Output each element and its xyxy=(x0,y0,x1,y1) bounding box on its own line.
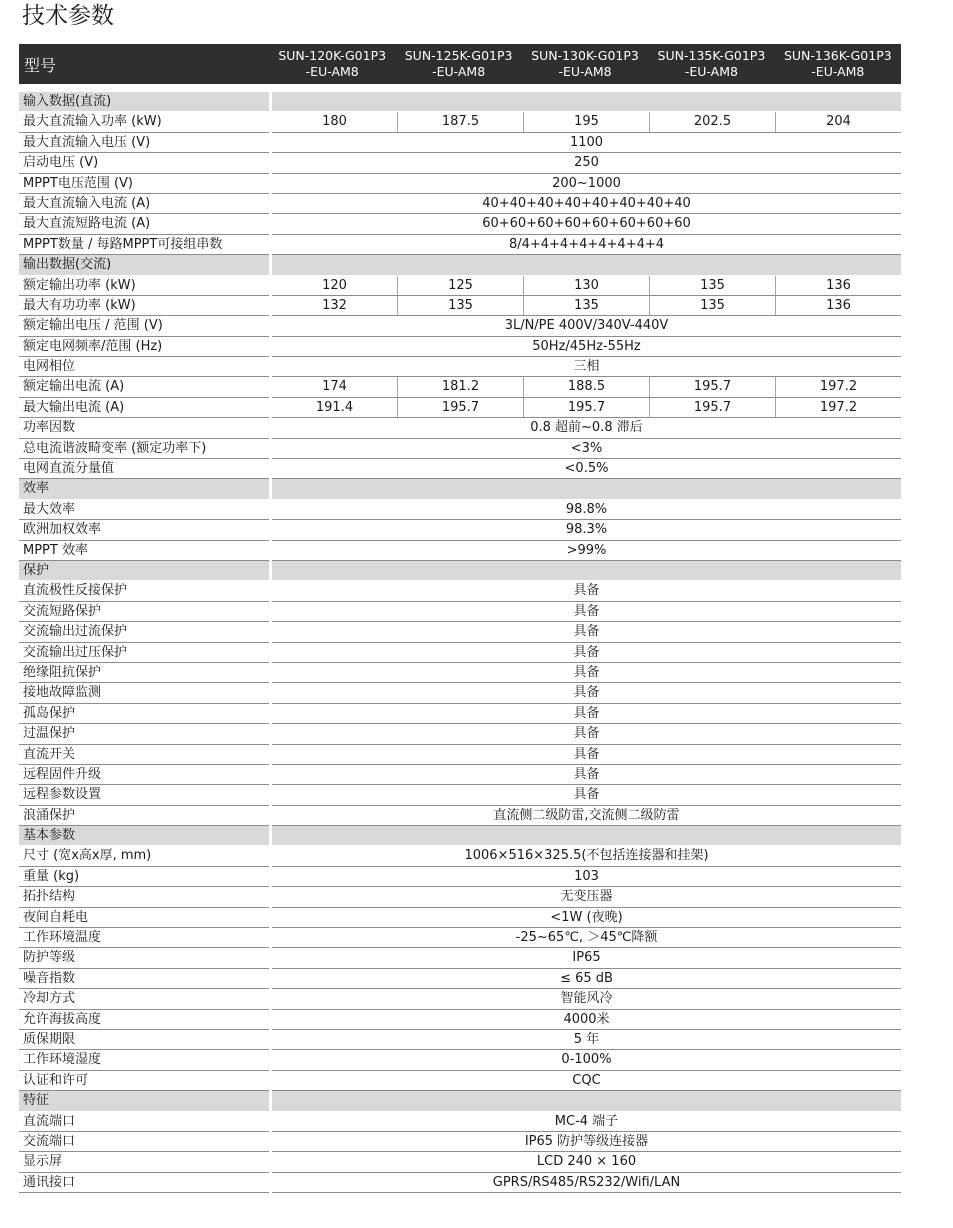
spec-label: 最大直流输入电流 (A) xyxy=(19,194,269,214)
spec-label: 工作环境温度 xyxy=(19,928,269,948)
spec-value: CQC xyxy=(572,1072,601,1088)
section-title: 保护 xyxy=(19,561,269,581)
spec-values xyxy=(272,581,901,601)
spec-row xyxy=(19,500,901,520)
spec-values xyxy=(272,561,901,581)
spec-value: 无变压器 xyxy=(560,889,613,905)
section-header-row xyxy=(19,92,901,112)
spec-values xyxy=(272,276,901,296)
spec-value: 204 xyxy=(775,112,901,131)
spec-values xyxy=(272,1173,901,1193)
spec-value: 195.7 xyxy=(649,398,775,417)
spec-values xyxy=(272,337,901,357)
spec-row xyxy=(19,643,901,663)
spec-values xyxy=(272,520,901,540)
spec-row xyxy=(19,704,901,724)
spec-values xyxy=(272,194,901,214)
spec-label: 启动电压 (V) xyxy=(19,153,269,173)
spec-row xyxy=(19,1112,901,1132)
spec-value: 136 xyxy=(775,276,901,295)
model-name: SUN-136K-G01P3 xyxy=(783,48,892,63)
spec-label: 重量 (kg) xyxy=(19,867,269,887)
spec-label: 远程固件升级 xyxy=(19,765,269,785)
spec-row xyxy=(19,928,901,948)
spec-label: 最大直流输入功率 (kW) xyxy=(19,112,269,132)
spec-value: -25~65℃, ＞45℃降额 xyxy=(515,930,658,946)
spec-values xyxy=(272,704,901,724)
spec-value: 智能风冷 xyxy=(560,991,613,1007)
spec-label: 电网相位 xyxy=(19,357,269,377)
spec-values xyxy=(272,1091,901,1111)
spec-value: 具备 xyxy=(573,583,600,599)
spec-label: 交流端口 xyxy=(19,1132,269,1152)
section-header-row xyxy=(19,479,901,499)
spec-row xyxy=(19,133,901,153)
spec-label: 交流短路保护 xyxy=(19,602,269,622)
spec-values xyxy=(272,316,901,336)
spec-label: 浪涌保护 xyxy=(19,806,269,826)
spec-row xyxy=(19,235,901,255)
spec-label: 显示屏 xyxy=(19,1152,269,1172)
spec-value: 具备 xyxy=(573,685,600,701)
spec-row xyxy=(19,806,901,826)
spec-value: 195.7 xyxy=(523,398,649,417)
spec-value: 4000米 xyxy=(563,1011,610,1027)
spec-row xyxy=(19,622,901,642)
spec-value: <3% xyxy=(570,440,603,456)
spec-value: 1100 xyxy=(569,134,604,150)
spec-values xyxy=(272,357,901,377)
spec-value: 135 xyxy=(523,296,649,315)
table-header xyxy=(19,44,901,84)
spec-label: 孤岛保护 xyxy=(19,704,269,724)
spec-values xyxy=(272,153,901,173)
spec-label: 允许海拔高度 xyxy=(19,1010,269,1030)
spec-row xyxy=(19,439,901,459)
spec-value: 195.7 xyxy=(649,377,775,396)
spec-values xyxy=(272,826,901,846)
spec-value: IP65 xyxy=(572,950,601,966)
spec-value: 103 xyxy=(574,868,599,884)
spec-values xyxy=(272,908,901,928)
header-model-col xyxy=(775,44,901,84)
spec-table xyxy=(19,44,901,1193)
spec-label: 直流极性反接保护 xyxy=(19,581,269,601)
section-header-row xyxy=(19,255,901,275)
spec-values xyxy=(272,1152,901,1172)
spec-value: 174 xyxy=(322,379,347,395)
spec-values xyxy=(272,928,901,948)
spec-values xyxy=(272,989,901,1009)
spec-values xyxy=(272,1071,901,1091)
spec-value: IP65 防护等级连接器 xyxy=(524,1133,649,1149)
spec-row xyxy=(19,174,901,194)
spec-values xyxy=(272,846,901,866)
spec-label: 功率因数 xyxy=(19,418,269,438)
section-title: 输入数据(直流) xyxy=(19,92,269,112)
header-model-col xyxy=(395,44,521,84)
spec-row xyxy=(19,846,901,866)
spec-values xyxy=(272,683,901,703)
spec-row xyxy=(19,683,901,703)
spec-value: MC-4 端子 xyxy=(554,1113,619,1129)
spec-label: 交流输出过压保护 xyxy=(19,643,269,663)
spec-value: 直流侧二级防雷,交流侧二级防雷 xyxy=(493,807,680,823)
spec-value: <0.5% xyxy=(564,461,609,477)
spec-value: 188.5 xyxy=(523,377,649,396)
spec-values xyxy=(272,500,901,520)
spec-row xyxy=(19,377,901,397)
spec-label: 绝缘阻抗保护 xyxy=(19,663,269,683)
spec-value: 195.7 xyxy=(397,398,523,417)
spec-value: 5 年 xyxy=(573,1031,600,1047)
spec-label: 最大直流短路电流 (A) xyxy=(19,214,269,234)
spec-label: 夜间自耗电 xyxy=(19,908,269,928)
spec-value: 40+40+40+40+40+40+40+40 xyxy=(482,195,691,211)
spec-value: 1006×516×325.5(不包括连接器和挂架) xyxy=(464,848,709,864)
spec-values xyxy=(272,133,901,153)
spec-value: 98.8% xyxy=(565,501,608,517)
spec-values xyxy=(272,541,901,561)
spec-value: 具备 xyxy=(573,644,600,660)
section-title: 输出数据(交流) xyxy=(19,255,269,275)
spec-values xyxy=(272,214,901,234)
spec-value: 具备 xyxy=(573,603,600,619)
spec-row xyxy=(19,1050,901,1070)
spec-value: LCD 240 × 160 xyxy=(536,1154,637,1170)
spec-value: 135 xyxy=(649,296,775,315)
spec-value: 60+60+60+60+60+60+60+60 xyxy=(482,216,691,232)
spec-value: 98.3% xyxy=(565,522,608,538)
spec-values xyxy=(272,1132,901,1152)
header-model-col xyxy=(648,44,774,84)
spec-value: 具备 xyxy=(573,624,600,640)
spec-value: 136 xyxy=(775,296,901,315)
model-name: SUN-125K-G01P3 xyxy=(404,48,513,63)
spec-label: 交流输出过流保护 xyxy=(19,622,269,642)
spec-label: 额定电网频率/范围 (Hz) xyxy=(19,337,269,357)
spec-row xyxy=(19,1173,901,1193)
spec-value: 197.2 xyxy=(775,398,901,417)
spec-label: 额定输出功率 (kW) xyxy=(19,276,269,296)
spec-values xyxy=(272,1010,901,1030)
spec-row xyxy=(19,1010,901,1030)
header-model-col xyxy=(522,44,648,84)
spec-label: 接地故障监测 xyxy=(19,683,269,703)
spec-label: 拓扑结构 xyxy=(19,887,269,907)
spec-value: 181.2 xyxy=(397,377,523,396)
model-suffix: -EU-AM8 xyxy=(684,64,738,79)
spec-value: 120 xyxy=(322,277,347,293)
spec-values xyxy=(272,1050,901,1070)
spec-row xyxy=(19,357,901,377)
spec-value: 具备 xyxy=(573,726,600,742)
spec-row xyxy=(19,745,901,765)
section-title: 特征 xyxy=(19,1091,269,1111)
spec-value: >99% xyxy=(566,542,607,558)
section-title: 效率 xyxy=(19,479,269,499)
spec-row xyxy=(19,602,901,622)
model-name: SUN-120K-G01P3 xyxy=(278,48,387,63)
spec-row xyxy=(19,724,901,744)
spec-label: 认证和许可 xyxy=(19,1071,269,1091)
spec-label: 直流端口 xyxy=(19,1112,269,1132)
spec-values xyxy=(272,112,901,132)
section-title: 基本参数 xyxy=(19,826,269,846)
spec-values xyxy=(272,418,901,438)
spec-value: 0.8 超前~0.8 滞后 xyxy=(530,420,643,436)
spec-value: 135 xyxy=(649,276,775,295)
spec-row xyxy=(19,541,901,561)
spec-values xyxy=(272,806,901,826)
spec-values xyxy=(272,1112,901,1132)
model-suffix: -EU-AM8 xyxy=(811,64,865,79)
spec-values xyxy=(272,602,901,622)
section-header-row xyxy=(19,1091,901,1111)
spec-value: 125 xyxy=(397,276,523,295)
spec-value: 195 xyxy=(523,112,649,131)
spec-row xyxy=(19,296,901,316)
spec-label: 远程参数设置 xyxy=(19,785,269,805)
spec-label: 冷却方式 xyxy=(19,989,269,1009)
model-suffix: -EU-AM8 xyxy=(432,64,486,79)
spec-value: 具备 xyxy=(573,766,600,782)
spec-value: 具备 xyxy=(573,787,600,803)
spec-values xyxy=(272,479,901,499)
spec-label: 工作环境湿度 xyxy=(19,1050,269,1070)
spec-value: 130 xyxy=(523,276,649,295)
spec-label: 欧洲加权效率 xyxy=(19,520,269,540)
spec-value: 191.4 xyxy=(315,399,354,415)
spec-value: 具备 xyxy=(573,664,600,680)
model-suffix: -EU-AM8 xyxy=(558,64,612,79)
spec-values xyxy=(272,174,901,194)
spec-values xyxy=(272,745,901,765)
model-name: SUN-135K-G01P3 xyxy=(657,48,766,63)
spec-row xyxy=(19,969,901,989)
spec-value: ≤ 65 dB xyxy=(560,970,613,986)
spec-values xyxy=(272,948,901,968)
spec-row xyxy=(19,1152,901,1172)
spec-row xyxy=(19,214,901,234)
spec-values xyxy=(272,663,901,683)
spec-value: 187.5 xyxy=(397,112,523,131)
page-title: 技术参数 xyxy=(22,3,114,29)
spec-label: 总电流谐波畸变率 (额定功率下) xyxy=(19,439,269,459)
spec-value: 三相 xyxy=(573,359,600,375)
spec-row xyxy=(19,663,901,683)
spec-label: 电网直流分量值 xyxy=(19,459,269,479)
spec-row xyxy=(19,785,901,805)
spec-value: 8/4+4+4+4+4+4+4+4 xyxy=(508,236,665,252)
spec-row xyxy=(19,908,901,928)
spec-row xyxy=(19,581,901,601)
spec-rows xyxy=(19,92,901,1193)
spec-label: MPPT电压范围 (V) xyxy=(19,174,269,194)
spec-label: 防护等级 xyxy=(19,948,269,968)
spec-row xyxy=(19,153,901,173)
section-header-row xyxy=(19,561,901,581)
spec-values xyxy=(272,255,901,275)
spec-row xyxy=(19,459,901,479)
spec-row xyxy=(19,765,901,785)
spec-values xyxy=(272,92,901,112)
spec-values xyxy=(272,887,901,907)
spec-row xyxy=(19,418,901,438)
spec-value: 50Hz/45Hz-55Hz xyxy=(532,338,641,354)
spec-values xyxy=(272,622,901,642)
spec-label: 尺寸 (宽x高x厚, mm) xyxy=(19,846,269,866)
spec-label: 最大直流输入电压 (V) xyxy=(19,133,269,153)
spec-values xyxy=(272,377,901,397)
spec-value: <1W (夜晚) xyxy=(550,909,623,925)
spec-row xyxy=(19,867,901,887)
spec-value: 具备 xyxy=(573,746,600,762)
spec-row xyxy=(19,1030,901,1050)
spec-label: 过温保护 xyxy=(19,724,269,744)
spec-value: GPRS/RS485/RS232/Wifi/LAN xyxy=(492,1174,681,1190)
spec-values xyxy=(272,724,901,744)
spec-value: 197.2 xyxy=(775,377,901,396)
spec-label: 直流开关 xyxy=(19,745,269,765)
spec-values xyxy=(272,296,901,316)
spec-label: 额定输出电压 / 范围 (V) xyxy=(19,316,269,336)
spec-value: 3L/N/PE 400V/340V-440V xyxy=(504,318,669,334)
spec-row xyxy=(19,948,901,968)
spec-label: 额定输出电流 (A) xyxy=(19,377,269,397)
spec-value: 132 xyxy=(322,297,347,313)
spec-label: 最大有功功率 (kW) xyxy=(19,296,269,316)
spec-row xyxy=(19,1071,901,1091)
section-header-row xyxy=(19,826,901,846)
spec-values xyxy=(272,765,901,785)
spec-values xyxy=(272,235,901,255)
spec-row xyxy=(19,520,901,540)
header-gap xyxy=(19,84,901,92)
spec-label: 质保期限 xyxy=(19,1030,269,1050)
spec-values xyxy=(272,643,901,663)
spec-row xyxy=(19,887,901,907)
spec-row xyxy=(19,276,901,296)
model-suffix: -EU-AM8 xyxy=(305,64,359,79)
spec-values xyxy=(272,785,901,805)
spec-label: MPPT数量 / 每路MPPT可接组串数 xyxy=(19,235,269,255)
spec-label: 最大效率 xyxy=(19,500,269,520)
spec-label: 噪音指数 xyxy=(19,969,269,989)
spec-value: 200~1000 xyxy=(552,175,621,191)
spec-values xyxy=(272,1030,901,1050)
spec-value: 250 xyxy=(574,155,599,171)
spec-value: 180 xyxy=(322,114,347,130)
spec-row xyxy=(19,112,901,132)
spec-label: 通讯接口 xyxy=(19,1173,269,1193)
spec-row xyxy=(19,1132,901,1152)
spec-values xyxy=(272,969,901,989)
header-model-label: 型号 xyxy=(24,55,57,75)
model-name: SUN-130K-G01P3 xyxy=(531,48,639,63)
spec-value: 135 xyxy=(397,296,523,315)
spec-row xyxy=(19,337,901,357)
spec-row xyxy=(19,989,901,1009)
spec-row xyxy=(19,316,901,336)
header-model-col xyxy=(269,44,395,84)
spec-values xyxy=(272,867,901,887)
spec-values xyxy=(272,459,901,479)
spec-label: 最大输出电流 (A) xyxy=(19,398,269,418)
spec-values xyxy=(272,398,901,418)
spec-values xyxy=(272,439,901,459)
spec-label: MPPT 效率 xyxy=(19,541,269,561)
spec-row xyxy=(19,398,901,418)
spec-value: 0-100% xyxy=(561,1052,612,1068)
spec-row xyxy=(19,194,901,214)
spec-value: 具备 xyxy=(573,705,600,721)
spec-value: 202.5 xyxy=(649,112,775,131)
